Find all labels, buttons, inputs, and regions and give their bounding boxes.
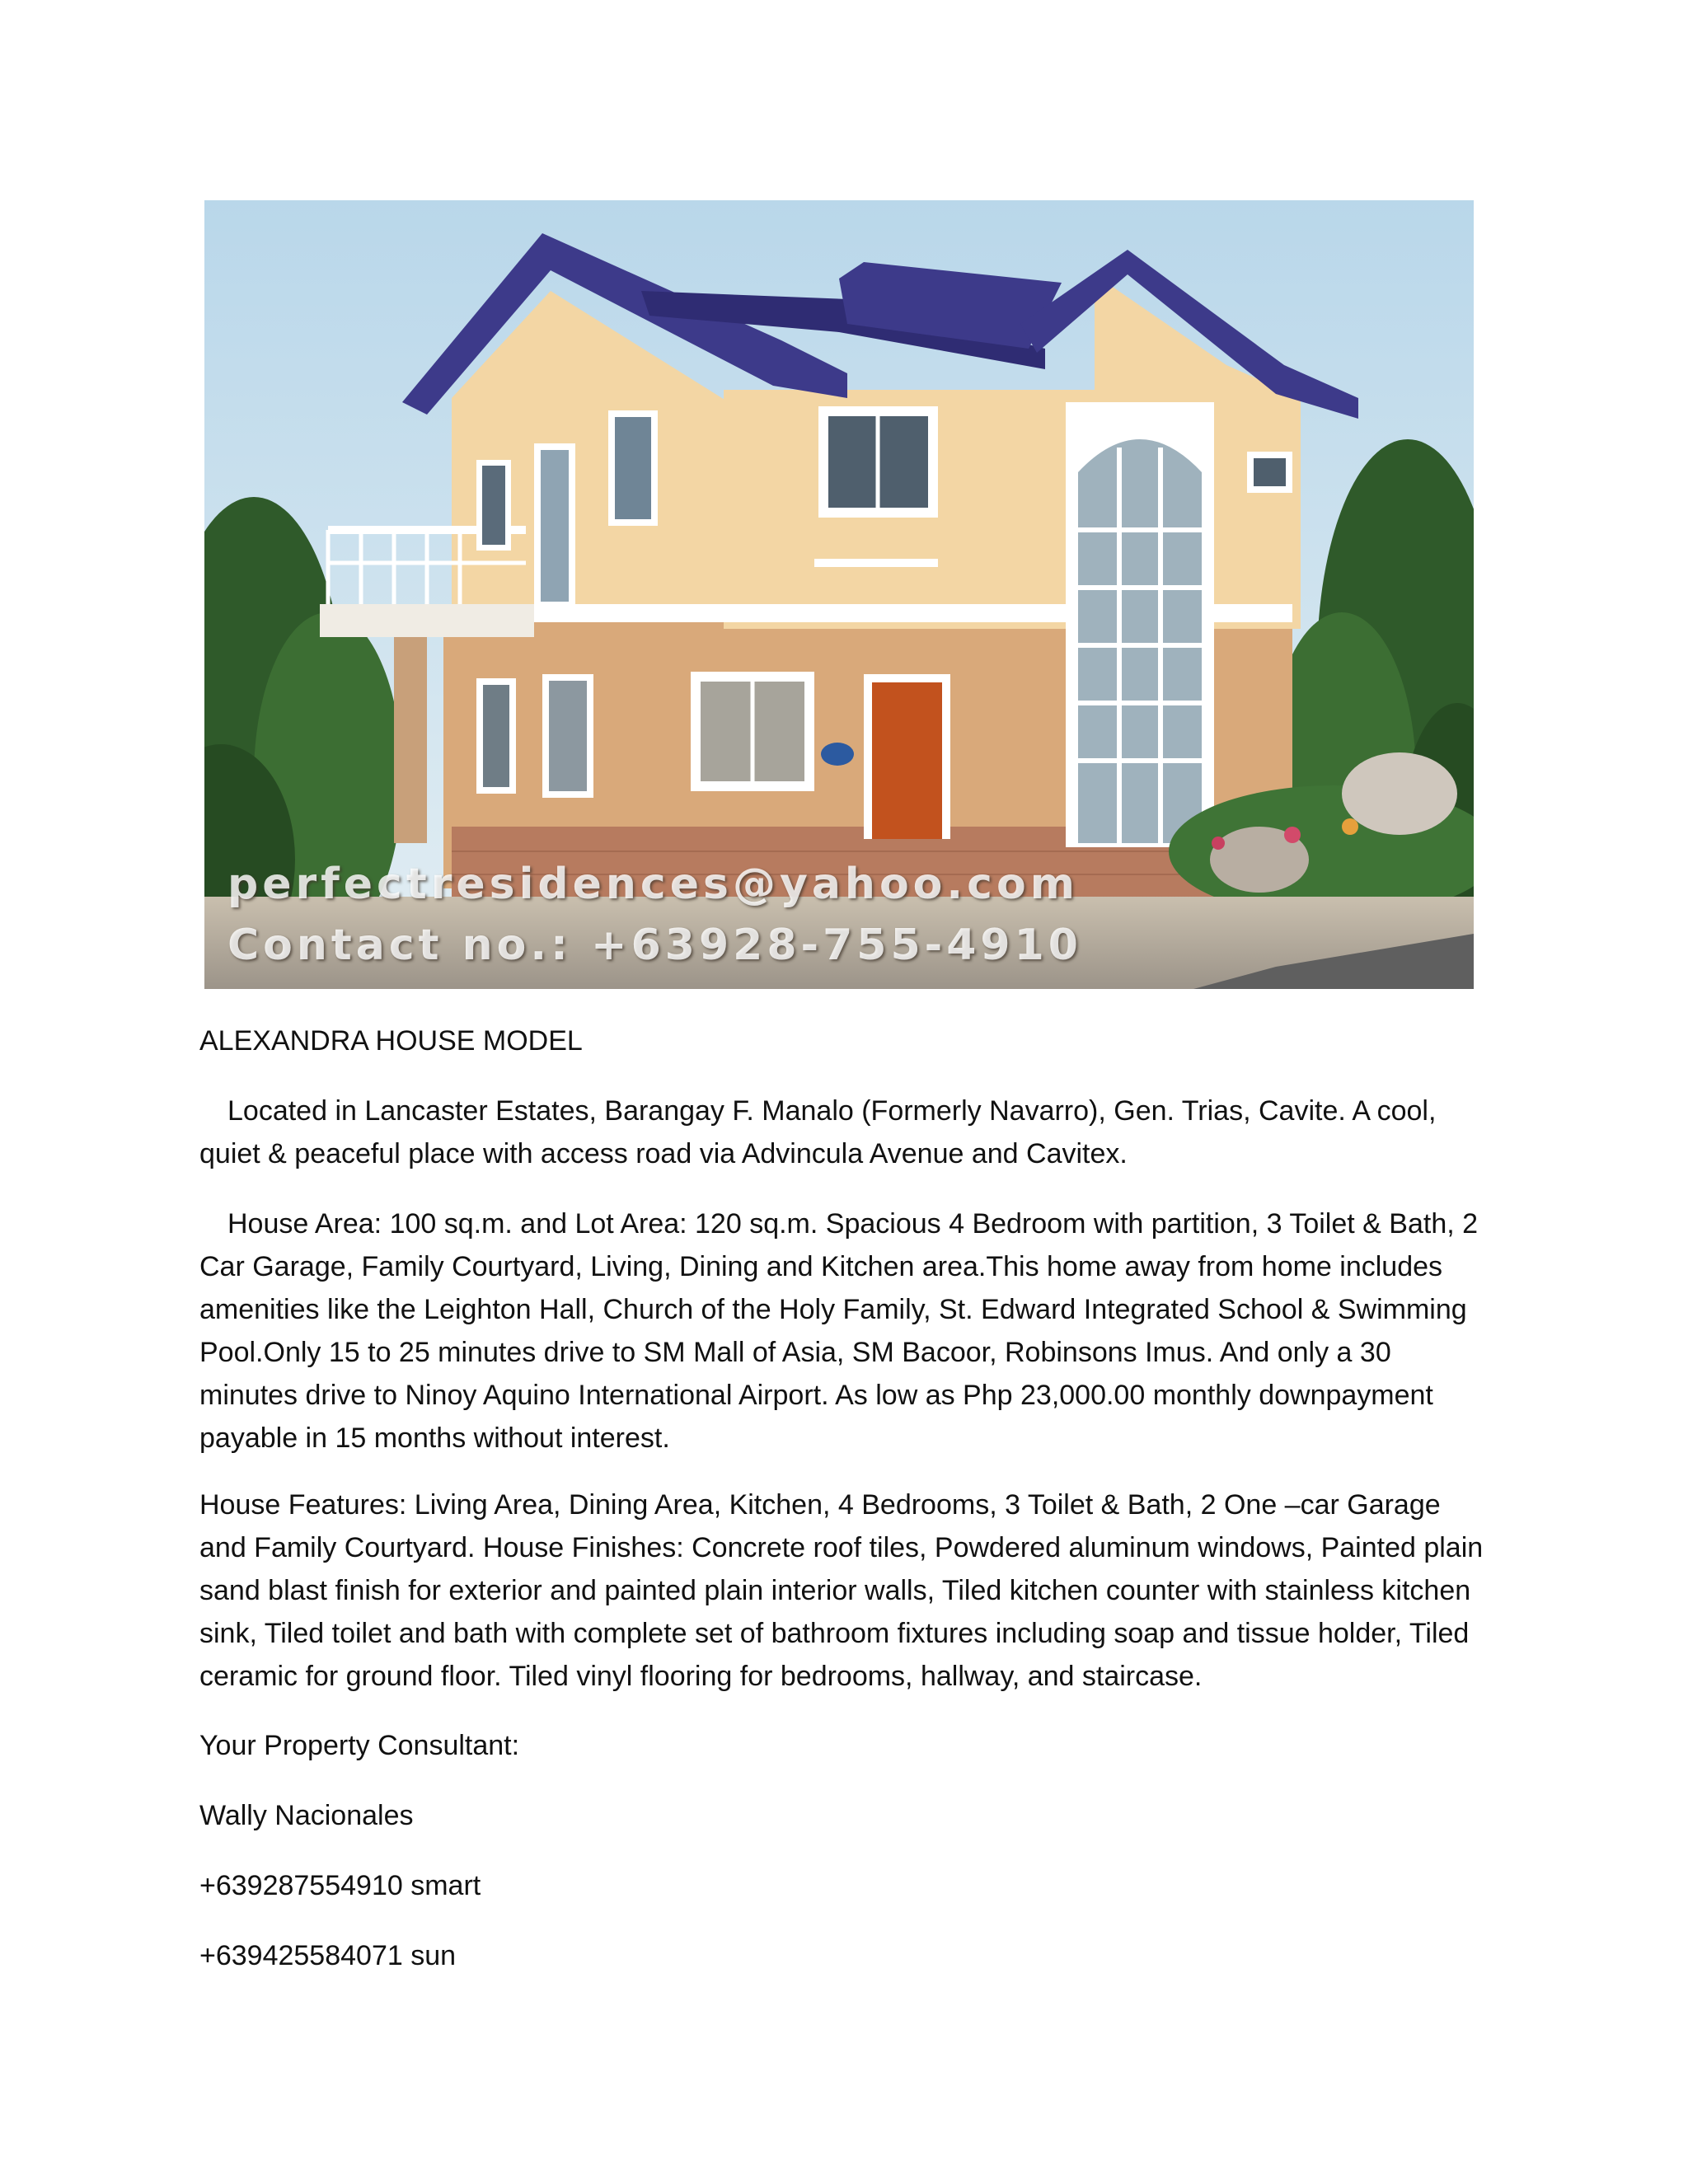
document-title: ALEXANDRA HOUSE MODEL <box>199 1025 583 1057</box>
location-paragraph: Located in Lancaster Estates, Barangay F. Manalo (Formerly Navarro), Gen. Trias, Cavite. A cool, quiet & peaceful place with access road via Advincula Avenue and Cavitex. <box>199 1095 1437 1169</box>
consultant-heading: Your Property Consultant: <box>199 1730 520 1761</box>
area-paragraph: House Area: 100 sq.m. and Lot Area: 120 sq.m. Spacious 4 Bedroom with partition, 3 Toilet & Bath, 2 Car Garage, Family Courtyard, Living, Dining and Kitchen area.This home away from home includes amenities like the Leighton Hall, Church of the Holy Family, St. Edward Integrated School & Swimming Pool.Only 15 to 25 minutes drive to SM Mall of Asia, SM Bacoor, Robinsons Imus. And only a 30 minutes drive to Ninoy Aquino International Airport. As low as Php 23,000.00 monthly downpayment payable in 15 months without interest. <box>199 1208 1479 1454</box>
watermark-contact: Contact no.: +63928-755-4910 <box>227 921 1082 970</box>
phone-sun: +639425584071 sun <box>199 1940 457 1971</box>
phone-smart: +639287554910 smart <box>199 1870 481 1901</box>
consultant-name: Wally Nacionales <box>199 1800 414 1831</box>
features-paragraph: House Features: Living Area, Dining Area, Kitchen, 4 Bedrooms, 3 Toilet & Bath, 2 One –car Garage and Family Courtyard. House Finishes: Concrete roof tiles, Powdered aluminum windows, Painted plain sand blast finish for exterior and painted plain interior walls, Tiled kitchen counter with stainless kitchen sink, Tiled toilet and bath with complete set of bathroom fixtures including soap and tissue holder, Tiled ceramic for ground floor. Tiled vinyl flooring for bedrooms, hallway, and staircase. <box>199 1489 1484 1692</box>
house-photo <box>204 200 1474 989</box>
watermark-email: perfectresidences@yahoo.com <box>227 860 1079 909</box>
